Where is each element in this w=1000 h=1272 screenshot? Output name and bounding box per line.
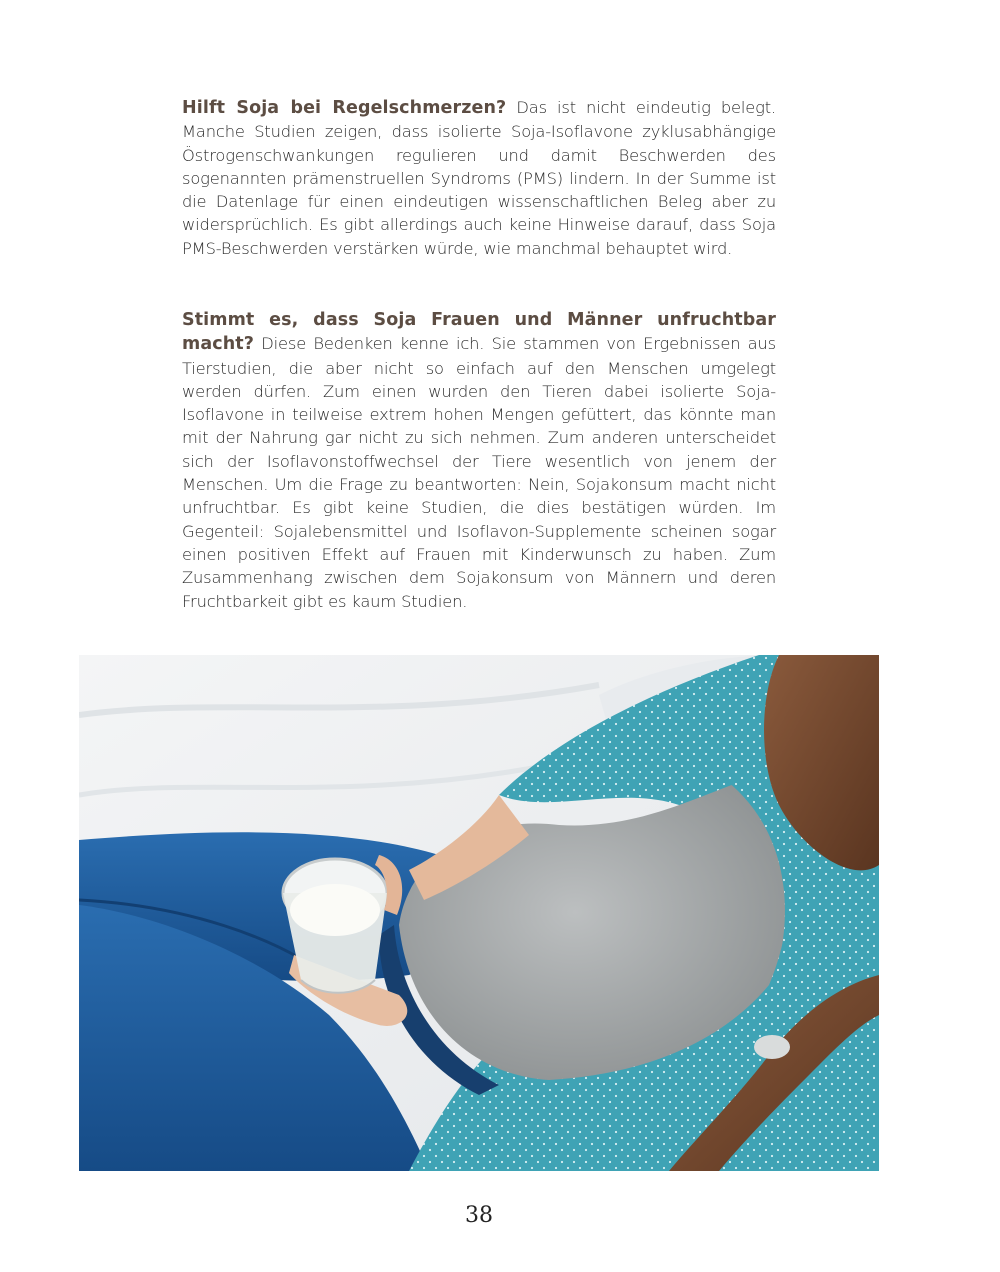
paragraph-fertility <box>182 308 776 613</box>
question-heading: Hilft Soja bei Regelschmerzen? <box>182 98 507 118</box>
paragraph-body: Das ist nicht eindeutig belegt. Manche Studien zeigen, dass isolierte Soja-Isoflavone zyklusabhängige Östrogenschwankungen regulieren und damit Beschwerden des sogenannten prämenstruellen Syndroms (PMS) lindern. In der Summe ist die Datenlage für einen eindeutigen wissenschaftlichen Beleg aber zu widersprüchlich. Es gibt allerdings auch keine Hinweise darauf, dass Soja PMS-Beschwerden verstärken würde, wie manchmal behauptet wird. <box>182 98 776 258</box>
page-number: 38 <box>465 1203 493 1228</box>
paragraph-period-pain <box>182 96 776 260</box>
photo-pregnant-woman-with-milk <box>79 655 879 1171</box>
question-heading: Stimmt es, dass Soja Frauen und Männer unfruchtbar macht? <box>182 310 776 355</box>
paragraph-body: Diese Bedenken kenne ich. Sie stammen von Ergebnissen aus Tierstudien, die aber nicht so einfach auf den Menschen umgelegt werden dürfen. Zum einen wurden den Tieren dabei isolierte Soja-Isoflavone in teilweise extrem hohen Mengen gefüttert, das könnte man mit der Nahrung gar nicht zu sich nehmen. Zum anderen unterscheidet sich der Isoflavonstoffwechsel der Tiere wesentlich von jenem der Menschen. Um die Frage zu beantworten: Nein, Sojakonsum macht nicht unfruchtbar. Es gibt keine Studien, die dies bestätigen würden. Im Gegenteil: Sojalebensmittel und Isoflavon-Supplemente scheinen sogar einen positiven Effekt auf Frauen mit Kinderwunsch zu haben. Zum Zusammenhang zwischen dem Sojakonsum von Männern und deren Fruchtbarkeit gibt es kaum Studien. <box>182 334 776 611</box>
